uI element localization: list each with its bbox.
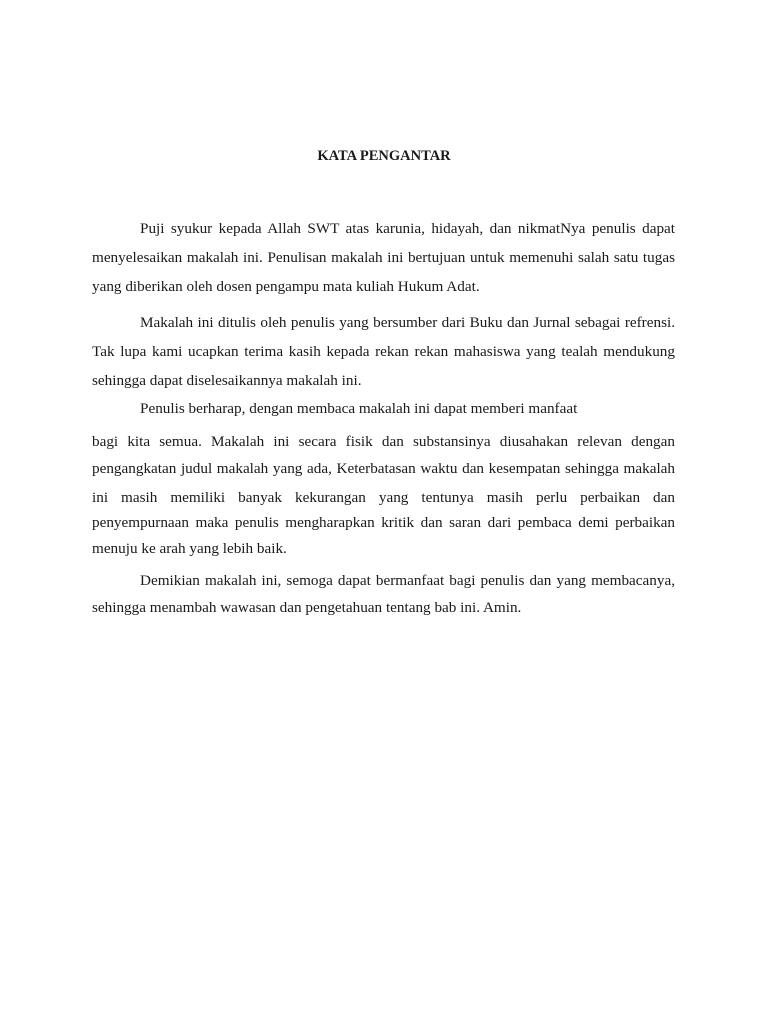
paragraph-line: ini masih memiliki banyak kekurangan yang tentunya masih perlu perbaikan dan xyxy=(92,488,675,506)
paragraph-line: Puji syukur kepada Allah SWT atas karunia, hidayah, dan nikmatNya penulis dapat xyxy=(140,220,675,237)
paragraph-5 xyxy=(92,567,675,621)
paragraph-line: pengangkatan judul makalah yang ada, Keterbatasan waktu dan kesempatan sehingga makalah xyxy=(92,460,675,478)
page-title: KATA PENGANTAR xyxy=(317,148,451,164)
paragraph-line: sehingga menambah wawasan dan pengetahuan tentang bab ini. Amin. xyxy=(92,599,522,616)
paragraph-1 xyxy=(92,214,675,301)
paragraph-line: menuju ke arah yang lebih baik. xyxy=(92,539,287,557)
paragraph-line: Makalah ini ditulis oleh penulis yang bersumber dari Buku dan Jurnal sebagai refrensi. xyxy=(140,314,675,331)
paragraph-3 xyxy=(92,394,675,423)
paragraph-line: Penulis berharap, dengan membaca makalah ini dapat memberi manfaat xyxy=(140,400,578,417)
paragraph-2 xyxy=(92,308,675,395)
paragraph-4 xyxy=(92,429,675,561)
paragraph-line: penyempurnaan maka penulis mengharapkan kritik dan saran dari pembaca demi perbaikan xyxy=(92,514,675,532)
paragraph-line: Tak lupa kami ucapkan terima kasih kepada rekan rekan mahasiswa yang tealah mendukung xyxy=(92,343,675,360)
paragraph-line: sehingga dapat diselesaikannya makalah ini. xyxy=(92,372,362,389)
paragraph-line: bagi kita semua. Makalah ini secara fisik dan substansinya diusahakan relevan dengan xyxy=(92,433,675,450)
paragraph-line: menyelesaikan makalah ini. Penulisan makalah ini bertujuan untuk memenuhi salah satu tugas xyxy=(92,249,675,266)
paragraph-line: yang diberikan oleh dosen pengampu mata kuliah Hukum Adat. xyxy=(92,278,480,295)
paragraph-line: Demikian makalah ini, semoga dapat bermanfaat bagi penulis dan yang membacanya, xyxy=(140,572,675,589)
